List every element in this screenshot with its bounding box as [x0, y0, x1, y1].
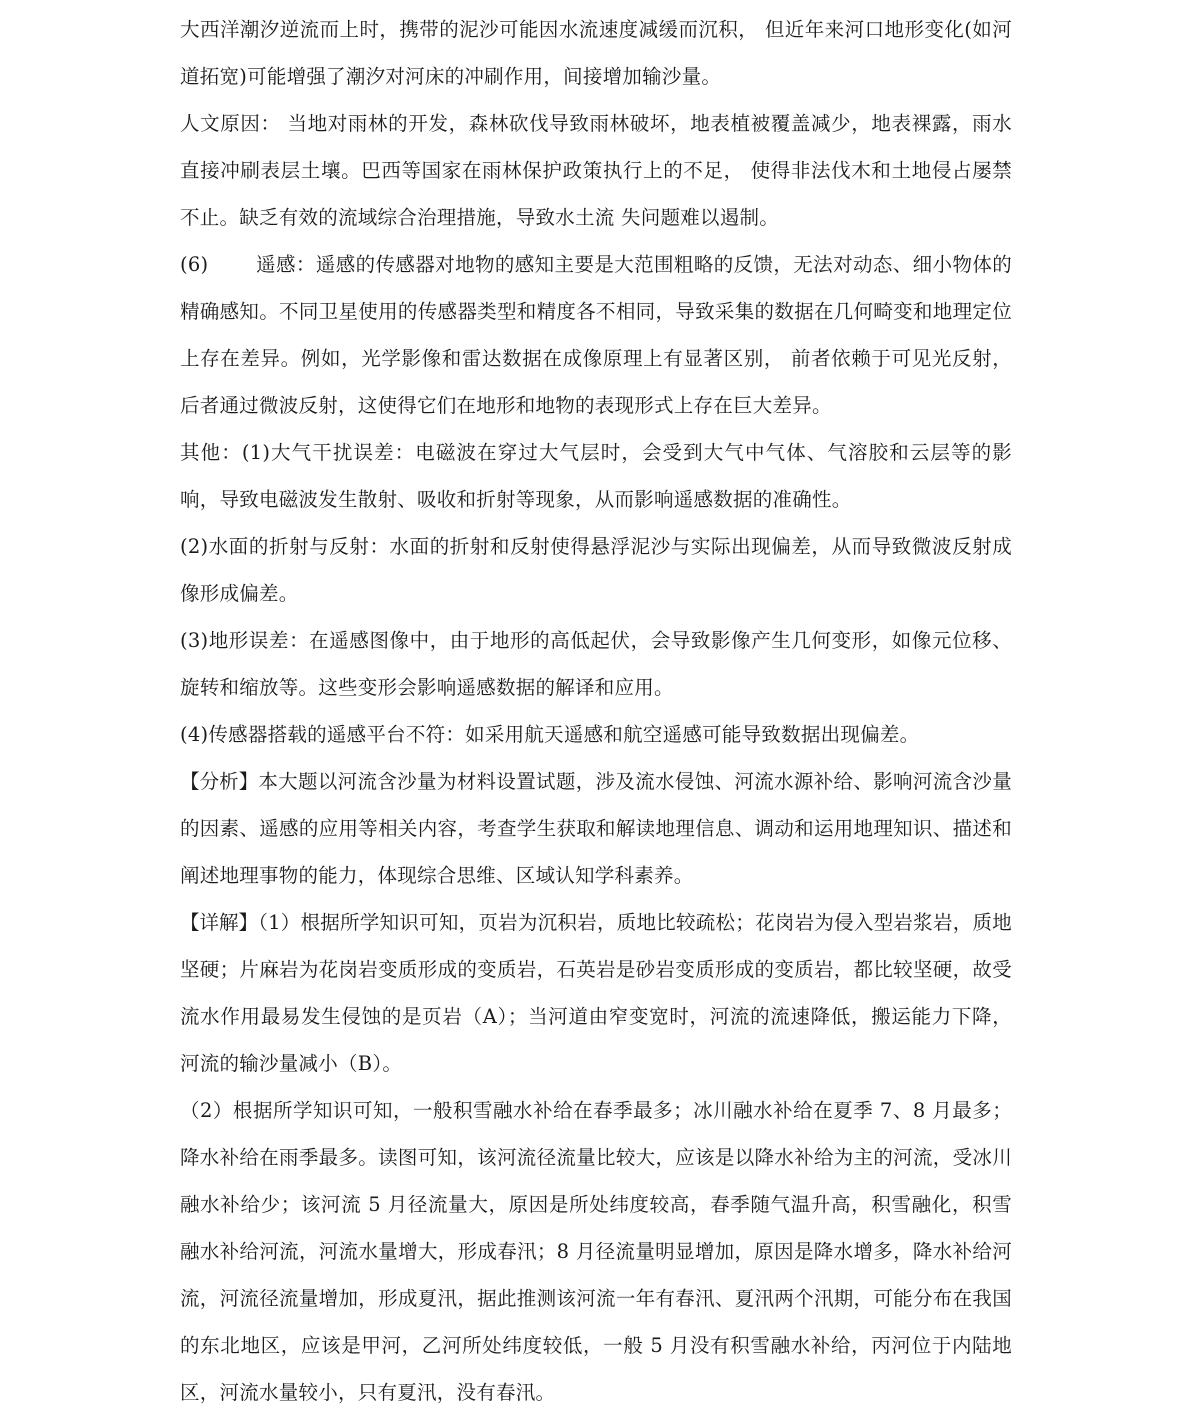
paragraph-text: (2)水面的折射与反射：水面的折射和反射使得悬浮泥沙与实际出现偏差，从而导致微波反射成像形成偏差。: [180, 535, 1012, 605]
paragraph-text: （1）根据所学知识可知，页岩为沉积岩，质地比较疏松；花岗岩为侵入型岩浆岩，质地坚硬；片麻岩为花岗岩变质形成的变质岩，石英岩是砂岩变质形成的变质岩，都比较坚硬，故受流水作用最易发生侵蚀的是页岩（A）；当河道由窄变宽时，河流的流速降低，搬运能力下降，河流的输沙量减小（B）。: [180, 911, 1012, 1075]
paragraph-text: 本大题以河流含沙量为材料设置试题，涉及流水侵蚀、河流水源补给、影响河流含沙量的因素、遥感的应用等相关内容，考查学生获取和解读地理信息、调动和运用地理知识、描述和阐述地理事物的能力，体现综合思维、区域认知学科素养。: [180, 770, 1012, 887]
paragraph-detail-1: [180, 899, 1012, 1087]
paragraph-detail-2: [180, 1087, 1012, 1416]
section-number-label: (6): [180, 253, 209, 276]
paragraph-human-causes: [180, 100, 1012, 241]
paragraph-text: 其他：(1)大气干扰误差：电磁波在穿过大气层时，会受到大气中气体、气溶胶和云层等的影响，导致电磁波发生散射、吸收和折射等现象，从而影响遥感数据的准确性。: [180, 441, 1012, 511]
paragraph-water-refraction: [180, 523, 1012, 617]
paragraph-text: 大西洋潮汐逆流而上时，携带的泥沙可能因水流速度减缓而沉积， 但近年来河口地形变化(如河道拓宽)可能增强了潮汐对河床的冲刷作用，间接增加输沙量。: [180, 18, 1012, 88]
answer-text-body: [180, 6, 1012, 1416]
paragraph-other-atmospheric: [180, 429, 1012, 523]
paragraph-text: 人文原因： 当地对雨林的开发，森林砍伐导致雨林破坏，地表植被覆盖减少，地表裸露，雨水直接冲刷表层土壤。巴西等国家在雨林保护政策执行上的不足， 使得非法伐木和土地侵占屡禁不止。缺乏有效的流域综合治理措施，导致水土流 失问题难以遏制。: [180, 112, 1012, 229]
paragraph-platform-mismatch: [180, 711, 1012, 758]
paragraph-text: (4)传感器搭载的遥感平台不符：如采用航天遥感和航空遥感可能导致数据出现偏差。: [180, 723, 920, 746]
detail-tag: 【详解】: [180, 911, 259, 934]
paragraph-text: （2）根据所学知识可知，一般积雪融水补给在春季最多；冰川融水补给在夏季 7、8 月最多；降水补给在雨季最多。读图可知，该河流径流量比较大，应该是以降水补给为主的河流，受冰川融水补给少；该河流 5 月径流量大，原因是所处纬度较高，春季随气温升高，积雪融化，积雪融水补给河流，河流水量增大，形成春汛；8 月径流量明显增加，原因是降水增多，降水补给河流，河流径流量增加，形成夏汛，据此推测该河流一年有春汛、夏汛两个汛期，可能分布在我国的东北地区，应该是甲河，乙河所处纬度较低，一般 5 月没有积雪融水补给，丙河位于内陆地区，河流水量较小，只有夏汛，没有春汛。: [180, 1099, 1012, 1404]
paragraph-tidal-sediment: [180, 6, 1012, 100]
paragraph-text: (3)地形误差：在遥感图像中，由于地形的高低起伏，会导致影像产生几何变形，如像元位移、旋转和缩放等。这些变形会影响遥感数据的解译和应用。: [180, 629, 1012, 699]
paragraph-terrain-error: [180, 617, 1012, 711]
paragraph-remote-sensing: [180, 241, 1012, 429]
analysis-tag: 【分析】: [180, 770, 259, 793]
paragraph-analysis: [180, 758, 1012, 899]
paragraph-text: 遥感：遥感的传感器对地物的感知主要是大范围粗略的反馈，无法对动态、细小物体的精确感知。不同卫星使用的传感器类型和精度各不相同，导致采集的数据在几何畸变和地理定位上存在差异。例如，光学影像和雷达数据在成像原理上有显著区别， 前者依赖于可见光反射，后者通过微波反射，这使得它们在地形和地物的表现形式上存在巨大差异。: [180, 253, 1012, 417]
